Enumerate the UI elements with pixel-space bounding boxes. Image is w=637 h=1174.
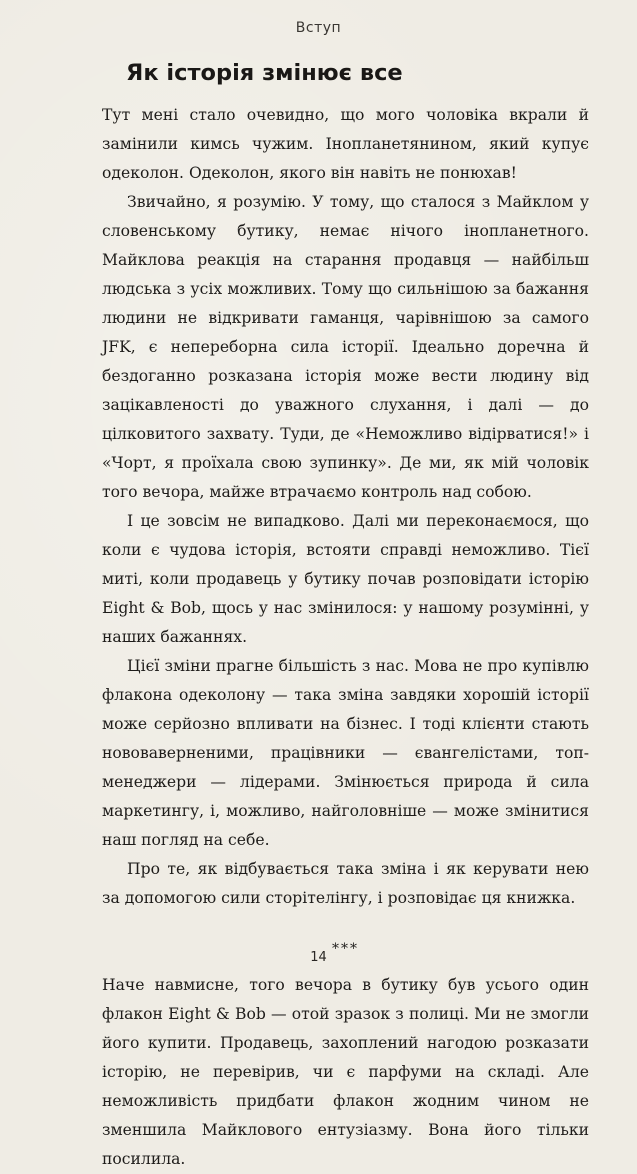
- running-head: Вступ: [295, 20, 342, 36]
- paragraph-2: Звичайно, я розумію. У тому, що сталося з Майклом у словенському бутику, немає нічого інопланетного. Майклова реакція на старання продавця — найбільш людська з усіх можливих. Тому що сильнішою за бажання людини не відкривати гаманця, чарівнішою за самого JFK, є непереборна сила історії. Ідеально доречна й бездоганно розказана історія може вести людину від зацікавленості до уважного слухання, і далі — до цілковитого захвату. Туди, де «Неможливо відірватися!» і «Чорт, я проїхала свою зупинку». Де ми, як мій чоловік того вечора, майже втрачаємо контроль над собою.: [102, 193, 589, 501]
- paragraph-3: І це зовсім не випадково. Далі ми переконаємося, що коли є чудова історія, встояти справді неможливо. Тієї миті, коли продавець у бутику почав розповідати історію Eight & Bob, щось у нас змінилося: у нашому розумінні, у наших бажаннях.: [102, 512, 589, 646]
- body-text: [102, 101, 589, 1174]
- paragraph-5: Про те, як відбувається така зміна і як керувати нею за допомогою сили сторітелінгу, і розповідає ця книжка.: [102, 860, 589, 907]
- section-heading: Як історія змінює все: [126, 60, 403, 86]
- section-separator: ***: [332, 941, 359, 957]
- page-number: 14: [310, 950, 327, 965]
- paragraph-6: Наче навмисне, того вечора в бутику був усього один флакон Eight & Bob — отой зразок з полиці. Ми не змогли його купити. Продавець, захоплений нагодою розказати історію, не перевірив, чи є парфуми на складі. Але неможливість придбати флакон жодним чином не зменшила Майклового ентузіазму. Вона його тільки посилила.: [102, 976, 589, 1168]
- paragraph-4: Цієї зміни прагне більшість з нас. Мова не про купівлю флакона одеколону — така зміна завдяки хорошій історії може серйозно впливати на бізнес. І тоді клієнти стають нововаверненими, працівники — євангелістами, топ-менеджери — лідерами. Змінюється природа й сила маркетингу, і, можливо, найголовніше — може змінитися наш погляд на себе.: [102, 657, 589, 849]
- paragraph-1: Тут мені стало очевидно, що мого чоловіка вкрали й замінили кимсь чужим. Інопланетянином, який купує одеколон. Одеколон, якого він навіть не понюхав!: [102, 106, 589, 182]
